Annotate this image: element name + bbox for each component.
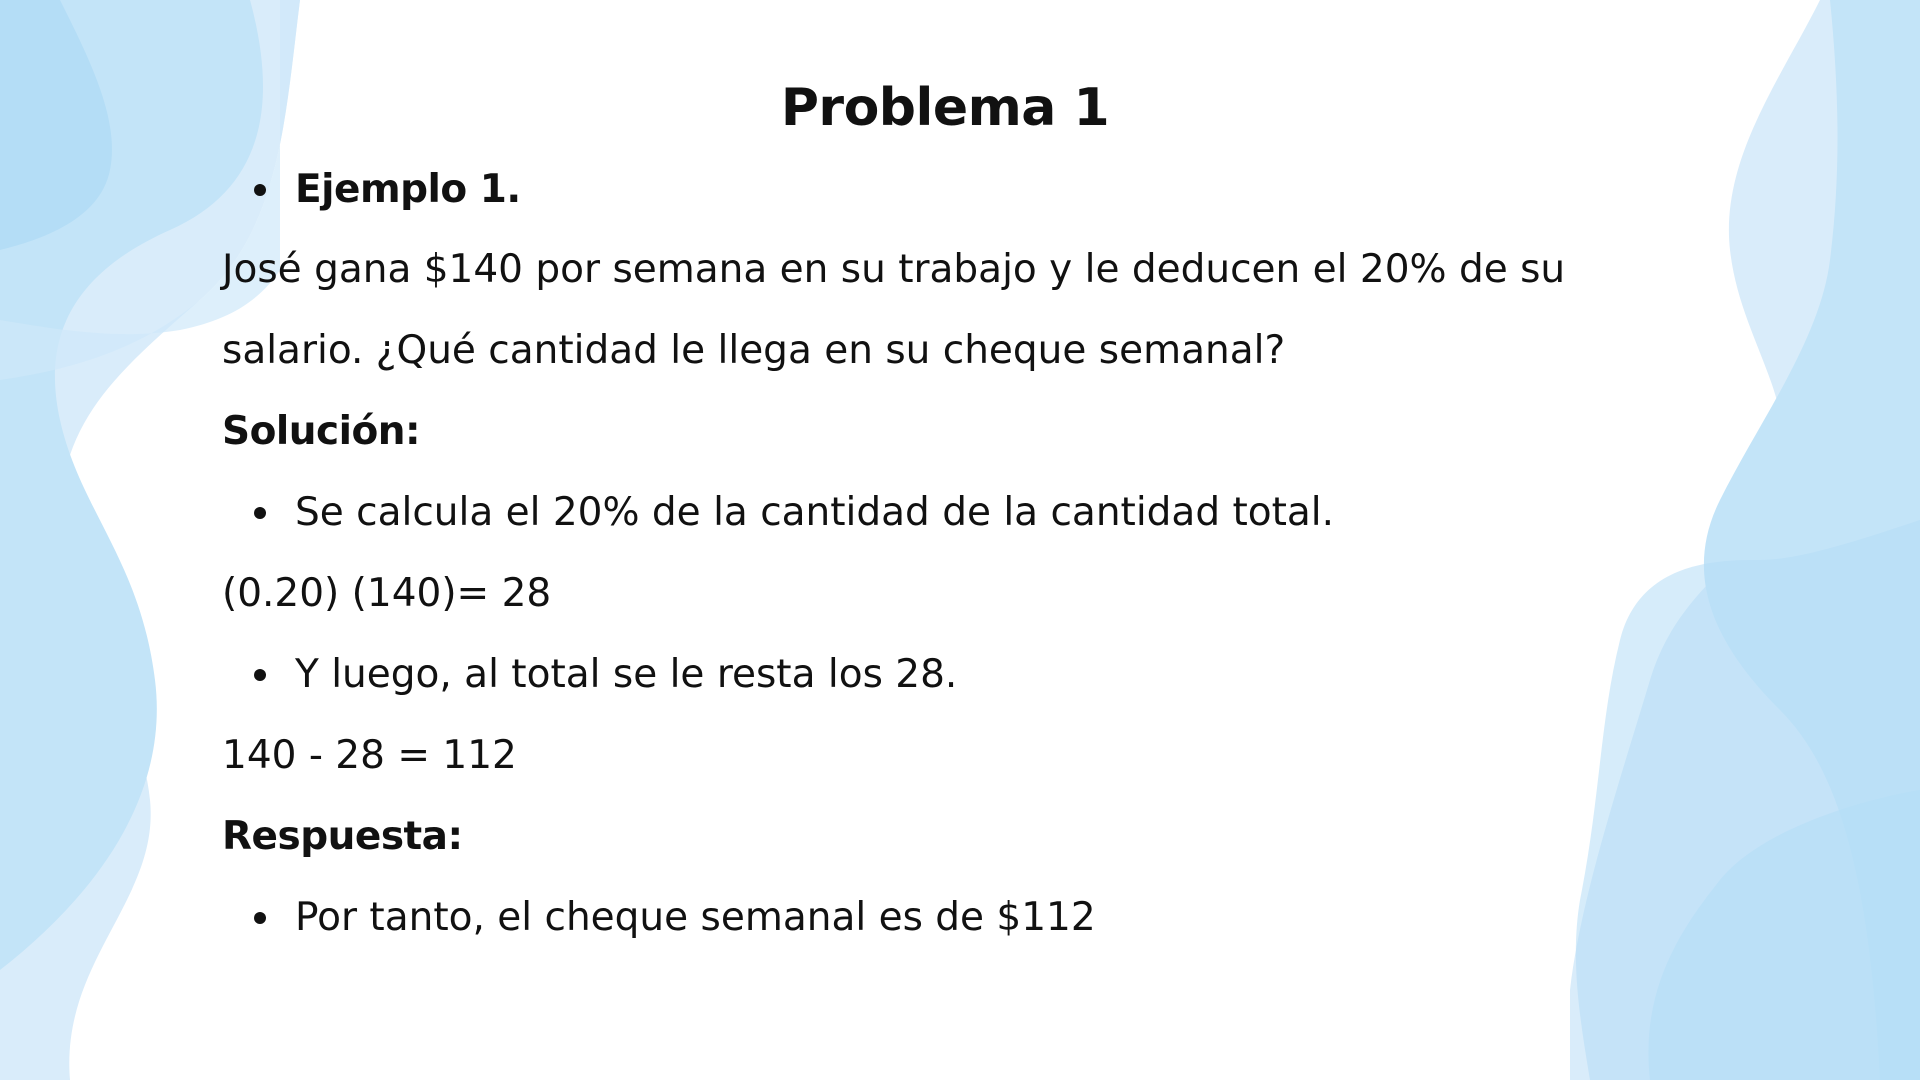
bullet-dot-icon bbox=[254, 669, 266, 681]
problem-line-1: José gana $140 por semana en su trabajo y le deducen el 20% de su bbox=[222, 247, 1566, 292]
step-1-text: Se calcula el 20% de la cantidad de la cantidad total. bbox=[295, 490, 1335, 535]
answer-label: Respuesta: bbox=[222, 814, 463, 859]
example-label: Ejemplo 1. bbox=[295, 167, 521, 212]
step-2-text: Y luego, al total se le resta los 28. bbox=[295, 652, 958, 697]
calculation-1: (0.20) (140)= 28 bbox=[222, 571, 552, 616]
solution-label: Solución: bbox=[222, 409, 421, 454]
slide-title: Problema 1 bbox=[780, 78, 1110, 138]
bullet-dot-icon bbox=[254, 507, 266, 519]
problem-line-2: salario. ¿Qué cantidad le llega en su cheque semanal? bbox=[222, 328, 1286, 373]
answer-text: Por tanto, el cheque semanal es de $112 bbox=[295, 895, 1096, 940]
bullet-dot-icon bbox=[254, 912, 266, 924]
calculation-2: 140 - 28 = 112 bbox=[222, 733, 517, 778]
bullet-dot-icon bbox=[254, 184, 266, 196]
